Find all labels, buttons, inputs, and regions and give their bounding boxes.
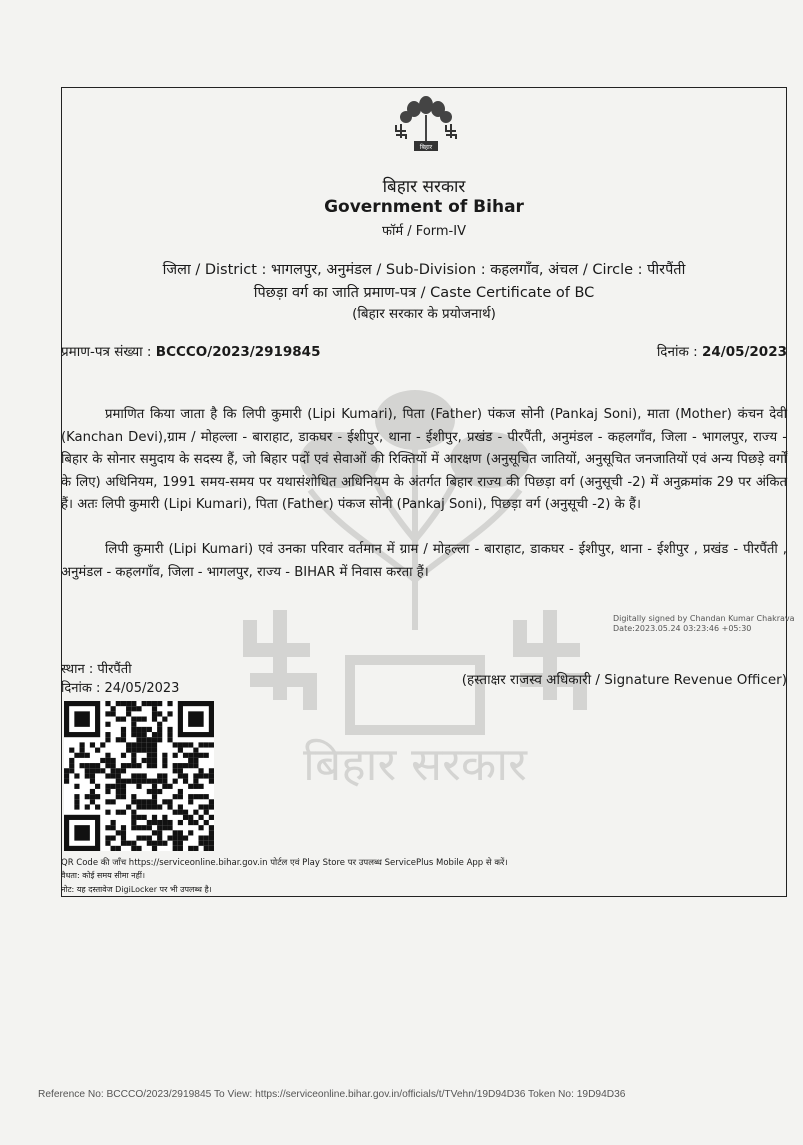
- place-value: पीरपैंती: [97, 662, 132, 677]
- bihar-emblem: [392, 91, 460, 161]
- issue-date: [657, 342, 787, 360]
- footer-date-value: 24/05/2023: [104, 681, 180, 696]
- qr-code: [64, 701, 214, 851]
- certificate-number-value: BCCCO/2023/2919845: [155, 344, 321, 360]
- certificate-body-paragraph-2: लिपी कुमारी (Lipi Kumari) एवं उनका परिवार वर्तमान में ग्राम / मोहल्ला - बाराहाट, डाकघर - ईशीपुर, थाना - ईशीपुर , प्रखंड - पीरपैंती , अनुमंडल - कहलगाँव, जिला - भागलपुर, राज्य - BIHAR में निवास करता हैं।: [61, 542, 787, 580]
- certificate-number-label: प्रमाण-पत्र संख्या :: [61, 344, 152, 360]
- footer-date-label: दिनांक :: [61, 681, 101, 696]
- form-number: फॉर्म / Form-IV: [382, 224, 466, 239]
- place-label: स्थान :: [61, 662, 94, 677]
- reference-footer: Reference No: BCCCO/2023/2919845 To View: https://serviceonline.bihar.gov.in/officials/t/TVehn/19D94D36 Token No: 19D94D36: [38, 1089, 626, 1100]
- place: [61, 659, 132, 677]
- govt-title-hindi: बिहार सरकार: [382, 177, 466, 197]
- digital-signature-signer: Digitally signed by Chandan Kumar Chakrava: [613, 614, 795, 623]
- issue-date-value: 24/05/2023: [701, 344, 787, 360]
- digital-signature: [613, 614, 795, 634]
- certificate-purpose: (बिहार सरकार के प्रयोजनार्थ): [352, 306, 496, 322]
- certificate-number: [61, 342, 320, 360]
- footer-date: [61, 678, 179, 696]
- svg-text:बिहार: बिहार: [419, 144, 433, 151]
- digital-signature-date: Date:2023.05.24 03:23:46 +05:30: [613, 624, 752, 633]
- govt-title-english: Government of Bihar: [324, 197, 524, 217]
- svg-text:बिहार सरकार: बिहार सरकार: [303, 737, 527, 791]
- signature-revenue-officer: (हस्ताक्षर राजस्व अधिकारी / Signature Revenue Officer): [461, 672, 787, 688]
- issue-date-label: दिनांक :: [656, 344, 698, 360]
- validity-note: वैधता: कोई समय सीमा नहीं।: [61, 871, 145, 880]
- district-line: जिला / District : भागलपुर, अनुमंडल / Sub-Division : कहलगाँव, अंचल / Circle : पीरपैंती: [162, 262, 686, 278]
- qr-verification-note: QR Code की जाँच https://serviceonline.bihar.gov.in पोर्टल एवं Play Store पर उपलब्ध ServicePlus Mobile App से करें।: [61, 858, 508, 868]
- certificate-title: पिछड़ा वर्ग का जाति प्रमाण-पत्र / Caste Certificate of BC: [253, 285, 595, 301]
- certificate-body-paragraph-1: प्रमाणित किया जाता है कि लिपी कुमारी (Lipi Kumari), पिता (Father) पंकज सोनी (Pankaj Soni), माता (Mother) कंचन देवी (Kanchan Devi),ग्राम / मोहल्ला - बाराहाट, डाकघर - ईशीपुर, थाना - ईशीपुर, प्रखंड - पीरपैंती, अनुमंडल - कहलगाँव, जिला - भागलपुर, राज्य - बिहार के सोनार समुदाय के सदस्य हैं, जो बिहार पदों एवं सेवाओं की रिक्तियों में आरक्षण (अनुसूचित जातियों, अनुसूचित जनजातियों एवं अन्य पिछड़े वर्गों के लिए) अधिनियम, 1991 समय-समय पर यथासंशोधित अधिनियम के अंतर्गत बिहार राज्य की पिछड़ा वर्ग (अनुसूची -2) में अनुक्रमांक 29 पर अंकित हैं। अतः लिपी कुमारी (Lipi Kumari), पिता (Father) पंकज सोनी (Pankaj Soni), पिछड़ा वर्ग (अनुसूची -2) के हैं।: [61, 407, 787, 512]
- digilocker-note: नोट: यह दस्तावेज DigiLocker पर भी उपलब्ध है।: [61, 885, 212, 894]
